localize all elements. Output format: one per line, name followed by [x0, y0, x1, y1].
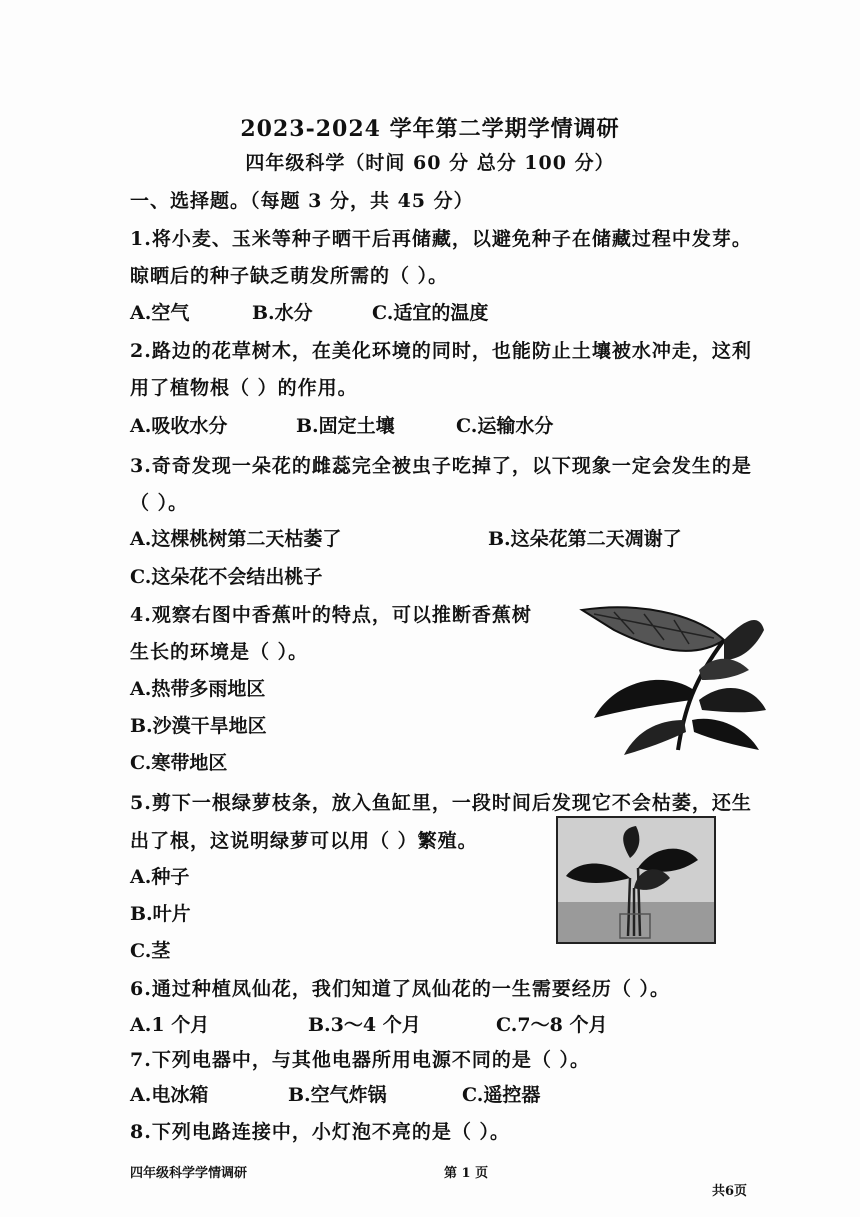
- question-7-option-b: B.空气炸锅: [288, 1084, 387, 1106]
- question-7-option-c: C.遥控器: [462, 1084, 541, 1106]
- question-3-option-b: B.这朵花第二天凋谢了: [488, 528, 682, 550]
- question-1-line-2: 晾晒后的种子缺乏萌发所需的（ ）。: [130, 265, 449, 287]
- question-3-option-c: C.这朵花不会结出桃子: [130, 566, 323, 588]
- question-5-line-2: 出了根，这说明绿萝可以用（ ）繁殖。: [130, 830, 478, 852]
- section-heading: 一、选择题。（每题 3 分，共 45 分）: [130, 190, 474, 212]
- question-1-option-a: A.空气: [130, 302, 190, 324]
- question-4-option-c: C.寒带地区: [130, 752, 228, 774]
- question-1-option-b: B.水分: [252, 302, 313, 324]
- banana-plant-image: [574, 600, 770, 760]
- exam-subtitle: 四年级科学（时间 60 分 总分 100 分）: [245, 152, 615, 174]
- question-7-option-a: A.电冰箱: [130, 1084, 209, 1106]
- question-6-line-1: 6.通过种植凤仙花，我们知道了凤仙花的一生需要经历（ ）。: [130, 978, 670, 1000]
- footer-total-pages: 共6页: [712, 1184, 748, 1199]
- question-5-line-1: 5.剪下一根绿萝枝条，放入鱼缸里，一段时间后发现它不会枯萎，还生: [130, 792, 752, 814]
- question-5-option-b: B.叶片: [130, 903, 191, 925]
- question-2-option-b: B.固定土壤: [296, 415, 395, 437]
- question-4-option-a: A.热带多雨地区: [130, 678, 266, 700]
- pothos-photo: [556, 816, 716, 944]
- footer-left: 四年级科学学情调研: [130, 1166, 248, 1181]
- question-5-option-c: C.茎: [130, 940, 171, 962]
- question-3-line-2: （ ）。: [130, 492, 189, 514]
- question-2-option-a: A.吸收水分: [130, 415, 228, 437]
- question-6-option-a: A.1 个月: [130, 1014, 210, 1036]
- question-7-line-1: 7.下列电器中，与其他电器所用电源不同的是（ ）。: [130, 1049, 590, 1071]
- question-2-line-1: 2.路边的花草树木，在美化环境的同时，也能防止土壤被水冲走，这利: [130, 340, 752, 362]
- question-4-line-2: 生长的环境是（ ）。: [130, 641, 309, 663]
- question-2-line-2: 用了植物根（ ）的作用。: [130, 377, 358, 399]
- question-5-option-a: A.种子: [130, 866, 190, 888]
- question-1-line-1: 1.将小麦、玉米等种子晒干后再储藏，以避免种子在储藏过程中发芽。: [130, 228, 752, 250]
- footer-page-number: 第 1 页: [444, 1166, 489, 1181]
- exam-title: 2023-2024 学年第二学期学情调研: [240, 116, 620, 142]
- question-8-line-1: 8.下列电路连接中，小灯泡不亮的是（ ）。: [130, 1121, 510, 1143]
- question-1-option-c: C.适宜的温度: [372, 302, 489, 324]
- question-6-option-c: C.7～8 个月: [496, 1014, 608, 1036]
- question-6-option-b: B.3～4 个月: [308, 1014, 421, 1036]
- question-3-line-1: 3.奇奇发现一朵花的雌蕊完全被虫子吃掉了，以下现象一定会发生的是: [130, 455, 752, 477]
- question-4-option-b: B.沙漠干旱地区: [130, 715, 267, 737]
- question-3-option-a: A.这棵桃树第二天枯萎了: [130, 528, 342, 550]
- question-4-line-1: 4.观察右图中香蕉叶的特点，可以推断香蕉树: [130, 604, 532, 626]
- question-2-option-c: C.运输水分: [456, 415, 554, 437]
